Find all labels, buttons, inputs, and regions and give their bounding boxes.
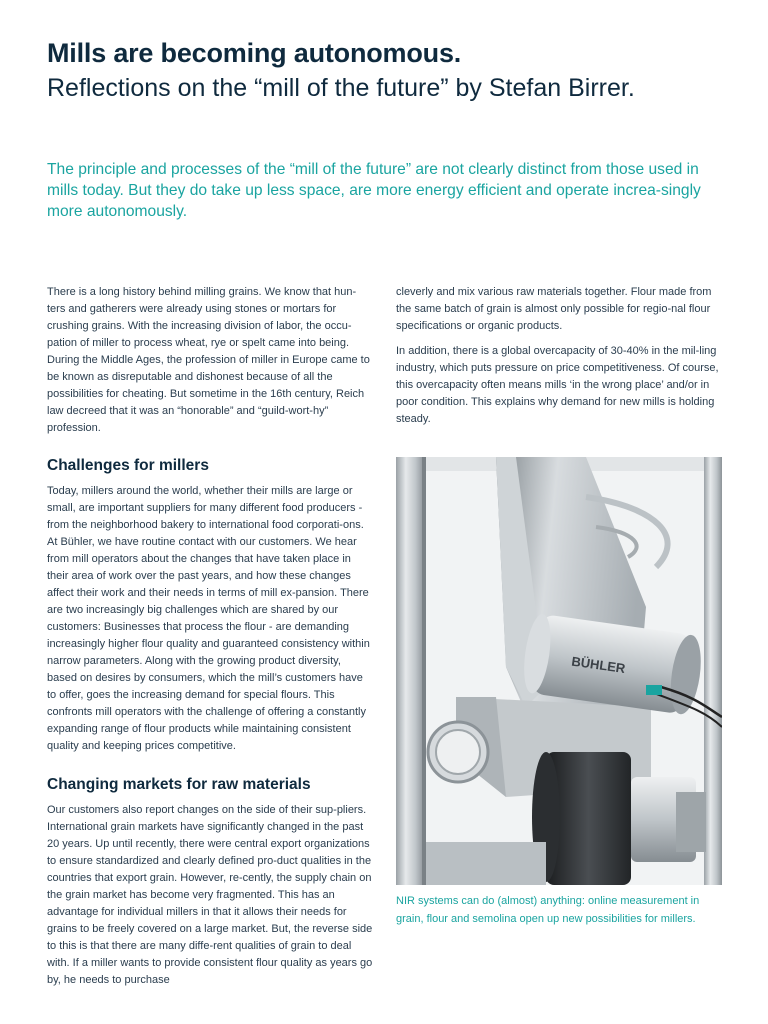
- body-paragraph: Today, millers around the world, whether their mills are large or small, are important suppliers for many different food producers - from the neighborhood bakery to international food corporati-ons. At Bühler, we have routine contact with our customers. We hear from mill operators about the changes that have taken place in their area of work over the past years, and how these changes affect their work and their needs in terms of mill ex-pansion. There are two increasingly big challenges which are shared by our customers: Businesses that process the flour - are demanding increasingly higher flour quality and guaranteed consistency within narrow parameters. Along with the growing product diversity, based on desires by consumers, which the mill’s customers have to offer, goes the increasing demand for special flours. This confronts mill operators with the challenge of offering a constantly expanding range of flour products while maintaining consistent quality and keeping prices competitive.: [47, 485, 370, 752]
- article-subtitle: Reflections on the “mill of the future” by Stefan Birrer.: [47, 74, 635, 102]
- brand-label: BÜHLER: [570, 653, 627, 677]
- body-paragraph: There is a long history behind milling grains. We know that hun-ters and gatherers were already using stones or mortars for crushing grains. With the increasing division of labor, the occu-pation of miller to process wheat, rye or spelt came into being. During the Middle Ages, the profession of miller in Europe came to be known as disreputable and dishonest because of all the possibilities for cheating. But sometime in the 16th century, Reich law decreed that it was an “honorable” and “guild-wort-hy” profession.: [47, 286, 370, 434]
- intro-lead: The principle and processes of the “mill of the future” are not clearly distinct from those used in mills today. But they do take up less space, are more energy efficient and operate increa-singly more autonomously.: [47, 161, 701, 220]
- article-title: Mills are becoming autonomous.: [47, 38, 462, 68]
- section-heading-challenges: Challenges for millers: [47, 457, 209, 474]
- figure-caption: NIR systems can do (almost) anything: online measurement in grain, flour and semolina open up new possibilities for millers.: [396, 895, 700, 925]
- body-paragraph: Our customers also report changes on the side of their sup-pliers. International grain markets have significantly changed in the past 20 years. Up until recently, there were central export organizations to ensure standardized and clearly defined pro-duct qualities in the countries that export grain. However, re-cently, the supply chain on the grain market has become very fragmented. This has an advantage for individual millers in that it allows their needs for grains to be freely covered on a large market. But, the reverse side to this is that there are many diffe-rent qualities of grain to deal with. If a miller wants to provide consistent flour quality as years go by, he needs to purchase: [47, 804, 373, 986]
- body-paragraph: In addition, there is a global overcapacity of 30-40% in the mil-ling industry, which puts pressure on price competitiveness. Of course, this overcapacity often means mills ‘in the wrong place’ and/or in poor condition. This explains why demand for new mills is holding steady.: [396, 345, 719, 425]
- right-column: [396, 284, 722, 428]
- left-column: [47, 284, 373, 989]
- section-heading-raw-materials: Changing markets for raw materials: [47, 776, 311, 793]
- nir-sensor-photo: [396, 457, 722, 885]
- body-paragraph: cleverly and mix various raw materials together. Flour made from the same batch of grain is almost only possible for regio-nal flour specifications or organic products.: [396, 286, 712, 332]
- machine-illustration: [396, 457, 722, 885]
